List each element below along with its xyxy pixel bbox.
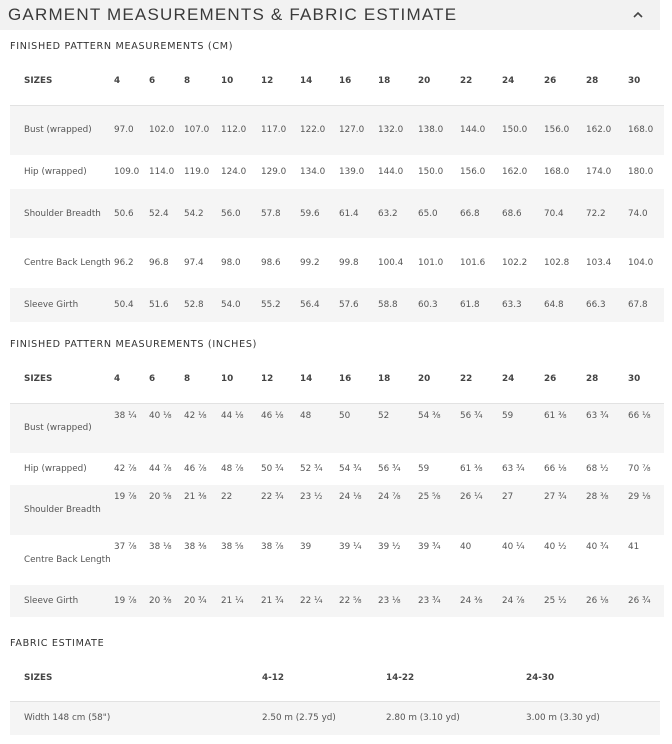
measurement-value: 40 ¾ (586, 535, 628, 585)
measurement-value: 138.0 (418, 105, 460, 155)
size-header: 14 (300, 58, 339, 105)
size-header: 24 (502, 356, 544, 403)
measurement-value: 97.4 (184, 238, 221, 288)
measurement-value: 21 ⅜ (184, 485, 221, 535)
measurement-value: 74.0 (628, 189, 664, 238)
measurement-value: 50.4 (114, 288, 149, 322)
inches-measurements-table (10, 356, 664, 617)
fabric-sizes-label: SIZES (10, 655, 262, 701)
measurement-value: 26 ¼ (460, 485, 502, 535)
cm-measurements-table (10, 58, 664, 322)
measurement-value: 180.0 (628, 155, 664, 189)
measurement-value: 168.0 (628, 105, 664, 155)
measurement-value: 150.0 (502, 105, 544, 155)
measurement-value: 42 ⅞ (114, 453, 149, 485)
measurement-value: 174.0 (586, 155, 628, 189)
measurement-value: 54.0 (221, 288, 261, 322)
measurement-value: 50 ¾ (261, 453, 300, 485)
measurement-value: 37 ⅞ (114, 535, 149, 585)
measurement-value: 98.6 (261, 238, 300, 288)
measurement-value: 38 ⅞ (261, 535, 300, 585)
measurement-value: 58.8 (378, 288, 418, 322)
fabric-amount: 2.80 m (3.10 yd) (386, 701, 526, 735)
measurement-value: 134.0 (300, 155, 339, 189)
measurement-value: 162.0 (502, 155, 544, 189)
measurement-value: 102.0 (149, 105, 184, 155)
measurement-value: 23 ¾ (418, 585, 460, 617)
measurement-value: 24 ⅞ (502, 585, 544, 617)
measurement-value: 127.0 (339, 105, 378, 155)
measurement-value: 103.4 (586, 238, 628, 288)
measurement-value: 22 ¾ (261, 485, 300, 535)
measurement-value: 20 ⅜ (149, 585, 184, 617)
measurement-value: 97.0 (114, 105, 149, 155)
size-header: 30 (628, 58, 664, 105)
size-header: 18 (378, 356, 418, 403)
measurement-value: 61.4 (339, 189, 378, 238)
sizes-header-label: SIZES (10, 58, 114, 105)
measurement-value: 68 ½ (586, 453, 628, 485)
measurement-value: 42 ⅛ (184, 403, 221, 453)
measurement-value: 107.0 (184, 105, 221, 155)
size-header: 14 (300, 356, 339, 403)
measurement-value: 50 (339, 403, 378, 453)
measurement-value: 70 ⅞ (628, 453, 664, 485)
measurement-value: 117.0 (261, 105, 300, 155)
measurement-value: 25 ½ (544, 585, 586, 617)
measurement-value: 19 ⅞ (114, 485, 149, 535)
measurement-value: 102.8 (544, 238, 586, 288)
measurement-row (10, 453, 664, 485)
measurement-value: 46 ⅛ (261, 403, 300, 453)
fabric-size-range: 4-12 (262, 655, 386, 701)
measurement-value: 29 ⅛ (628, 485, 664, 535)
measurement-value: 129.0 (261, 155, 300, 189)
measurement-value: 40 ¼ (502, 535, 544, 585)
measurement-value: 40 ⅛ (149, 403, 184, 453)
size-header: 12 (261, 58, 300, 105)
size-header: 22 (460, 58, 502, 105)
measurement-value: 52.8 (184, 288, 221, 322)
measurement-value: 19 ⅞ (114, 585, 149, 617)
size-header: 20 (418, 58, 460, 105)
measurement-value: 22 (221, 485, 261, 535)
measurement-value: 39 ½ (378, 535, 418, 585)
size-header: 16 (339, 356, 378, 403)
measurement-value: 38 ⅛ (149, 535, 184, 585)
measurement-value: 100.4 (378, 238, 418, 288)
size-header: 4 (114, 356, 149, 403)
measurement-value: 24 ⅞ (378, 485, 418, 535)
measurement-value: 102.2 (502, 238, 544, 288)
measurement-value: 64.8 (544, 288, 586, 322)
measurement-value: 56.0 (221, 189, 261, 238)
measurement-value: 59 (502, 403, 544, 453)
measurement-value: 66.8 (460, 189, 502, 238)
measurement-row (10, 288, 664, 322)
measurement-value: 70.4 (544, 189, 586, 238)
measurement-label: Centre Back Length (10, 535, 114, 585)
size-header: 18 (378, 58, 418, 105)
measurement-value: 61.8 (460, 288, 502, 322)
size-header: 10 (221, 356, 261, 403)
size-header: 12 (261, 356, 300, 403)
measurement-value: 20 ¾ (184, 585, 221, 617)
measurement-value: 22 ⅝ (339, 585, 378, 617)
measurement-value: 28 ⅜ (586, 485, 628, 535)
measurement-value: 63.2 (378, 189, 418, 238)
size-header: 16 (339, 58, 378, 105)
measurement-value: 99.8 (339, 238, 378, 288)
section-title: GARMENT MEASUREMENTS & FABRIC ESTIMATE (8, 5, 458, 24)
measurement-value: 156.0 (544, 105, 586, 155)
size-header: 4 (114, 58, 149, 105)
measurement-value: 20 ⅝ (149, 485, 184, 535)
chevron-up-icon[interactable] (629, 6, 647, 24)
measurement-value: 56.4 (300, 288, 339, 322)
measurement-value: 52 (378, 403, 418, 453)
measurement-row (10, 585, 664, 617)
measurement-value: 25 ⅝ (418, 485, 460, 535)
measurement-value: 99.2 (300, 238, 339, 288)
measurement-value: 132.0 (378, 105, 418, 155)
measurement-row (10, 535, 664, 585)
measurement-label: Hip (wrapped) (10, 453, 114, 485)
measurement-value: 119.0 (184, 155, 221, 189)
fabric-table-title: FABRIC ESTIMATE (10, 638, 105, 649)
measurement-label: Bust (wrapped) (10, 105, 114, 155)
sizes-header-row (10, 356, 664, 403)
measurement-value: 101.6 (460, 238, 502, 288)
measurement-value: 59 (418, 453, 460, 485)
measurement-value: 39 ¾ (418, 535, 460, 585)
size-header: 26 (544, 58, 586, 105)
measurement-value: 54.2 (184, 189, 221, 238)
measurement-value: 50.6 (114, 189, 149, 238)
measurement-value: 44 ⅞ (149, 453, 184, 485)
measurement-value: 27 (502, 485, 544, 535)
measurement-value: 144.0 (460, 105, 502, 155)
measurement-value: 162.0 (586, 105, 628, 155)
measurement-value: 48 (300, 403, 339, 453)
measurement-label: Hip (wrapped) (10, 155, 114, 189)
size-header: 30 (628, 356, 664, 403)
size-header: 28 (586, 356, 628, 403)
measurement-label: Centre Back Length (10, 238, 114, 288)
measurement-value: 61 ⅜ (460, 453, 502, 485)
measurement-value: 59.6 (300, 189, 339, 238)
measurement-value: 124.0 (221, 155, 261, 189)
sizes-header-label: SIZES (10, 356, 114, 403)
measurement-value: 72.2 (586, 189, 628, 238)
measurement-value: 104.0 (628, 238, 664, 288)
sizes-header-row (10, 58, 664, 105)
size-header: 6 (149, 58, 184, 105)
measurement-value: 66 ⅛ (544, 453, 586, 485)
measurement-value: 38 ⅜ (184, 535, 221, 585)
size-header: 24 (502, 58, 544, 105)
measurement-value: 23 ⅛ (378, 585, 418, 617)
measurement-label: Sleeve Girth (10, 288, 114, 322)
measurement-row (10, 189, 664, 238)
measurement-value: 150.0 (418, 155, 460, 189)
size-header: 26 (544, 356, 586, 403)
measurement-value: 57.8 (261, 189, 300, 238)
measurement-value: 101.0 (418, 238, 460, 288)
measurement-value: 26 ¾ (628, 585, 664, 617)
measurement-value: 114.0 (149, 155, 184, 189)
size-header: 22 (460, 356, 502, 403)
measurement-value: 56 ¾ (460, 403, 502, 453)
measurement-value: 23 ½ (300, 485, 339, 535)
measurement-label: Shoulder Breadth (10, 189, 114, 238)
measurement-value: 48 ⅞ (221, 453, 261, 485)
measurement-value: 144.0 (378, 155, 418, 189)
cm-table-title: FINISHED PATTERN MEASUREMENTS (CM) (10, 41, 234, 52)
measurement-label: Sleeve Girth (10, 585, 114, 617)
size-header: 8 (184, 356, 221, 403)
measurement-value: 168.0 (544, 155, 586, 189)
inches-table-title: FINISHED PATTERN MEASUREMENTS (INCHES) (10, 339, 258, 350)
measurement-value: 54 ¾ (339, 453, 378, 485)
measurement-value: 44 ⅛ (221, 403, 261, 453)
measurement-value: 24 ⅛ (339, 485, 378, 535)
measurement-value: 98.0 (221, 238, 261, 288)
measurement-value: 51.6 (149, 288, 184, 322)
measurement-value: 109.0 (114, 155, 149, 189)
measurement-value: 41 (628, 535, 664, 585)
measurement-value: 21 ¼ (221, 585, 261, 617)
size-header: 28 (586, 58, 628, 105)
measurement-row (10, 403, 664, 453)
measurement-value: 38 ⅝ (221, 535, 261, 585)
measurement-value: 24 ⅜ (460, 585, 502, 617)
fabric-row (10, 701, 660, 735)
measurement-value: 55.2 (261, 288, 300, 322)
measurement-value: 39 ¼ (339, 535, 378, 585)
measurement-value: 67.8 (628, 288, 664, 322)
measurement-label: Shoulder Breadth (10, 485, 114, 535)
measurement-value: 52.4 (149, 189, 184, 238)
measurement-value: 66.3 (586, 288, 628, 322)
measurement-row (10, 155, 664, 189)
measurement-value: 96.8 (149, 238, 184, 288)
measurement-value: 63 ¾ (586, 403, 628, 453)
size-header: 6 (149, 356, 184, 403)
measurement-value: 40 ½ (544, 535, 586, 585)
measurement-value: 112.0 (221, 105, 261, 155)
fabric-amount: 3.00 m (3.30 yd) (526, 701, 660, 735)
fabric-width-label: Width 148 cm (58") (10, 701, 262, 735)
measurement-value: 96.2 (114, 238, 149, 288)
measurement-value: 40 (460, 535, 502, 585)
measurement-value: 63 ¾ (502, 453, 544, 485)
measurement-value: 39 (300, 535, 339, 585)
measurement-value: 156.0 (460, 155, 502, 189)
measurement-value: 61 ⅜ (544, 403, 586, 453)
fabric-amount: 2.50 m (2.75 yd) (262, 701, 386, 735)
measurement-value: 65.0 (418, 189, 460, 238)
size-header: 8 (184, 58, 221, 105)
fabric-size-range: 24-30 (526, 655, 660, 701)
fabric-header-row (10, 655, 660, 701)
measurement-value: 22 ¼ (300, 585, 339, 617)
measurement-value: 56 ¾ (378, 453, 418, 485)
measurement-value: 60.3 (418, 288, 460, 322)
measurement-row (10, 238, 664, 288)
measurement-value: 122.0 (300, 105, 339, 155)
measurement-label: Bust (wrapped) (10, 403, 114, 453)
accordion-header[interactable] (0, 0, 660, 30)
measurement-value: 139.0 (339, 155, 378, 189)
measurement-value: 63.3 (502, 288, 544, 322)
measurement-value: 27 ¾ (544, 485, 586, 535)
measurement-value: 54 ⅜ (418, 403, 460, 453)
measurement-value: 21 ¾ (261, 585, 300, 617)
measurement-value: 52 ¾ (300, 453, 339, 485)
size-header: 10 (221, 58, 261, 105)
measurement-value: 38 ¼ (114, 403, 149, 453)
fabric-size-range: 14-22 (386, 655, 526, 701)
measurement-value: 46 ⅞ (184, 453, 221, 485)
measurement-value: 57.6 (339, 288, 378, 322)
fabric-estimate-table (10, 655, 660, 735)
measurement-row (10, 485, 664, 535)
size-header: 20 (418, 356, 460, 403)
measurement-value: 26 ⅛ (586, 585, 628, 617)
measurement-row (10, 105, 664, 155)
measurement-value: 66 ⅛ (628, 403, 664, 453)
measurement-value: 68.6 (502, 189, 544, 238)
